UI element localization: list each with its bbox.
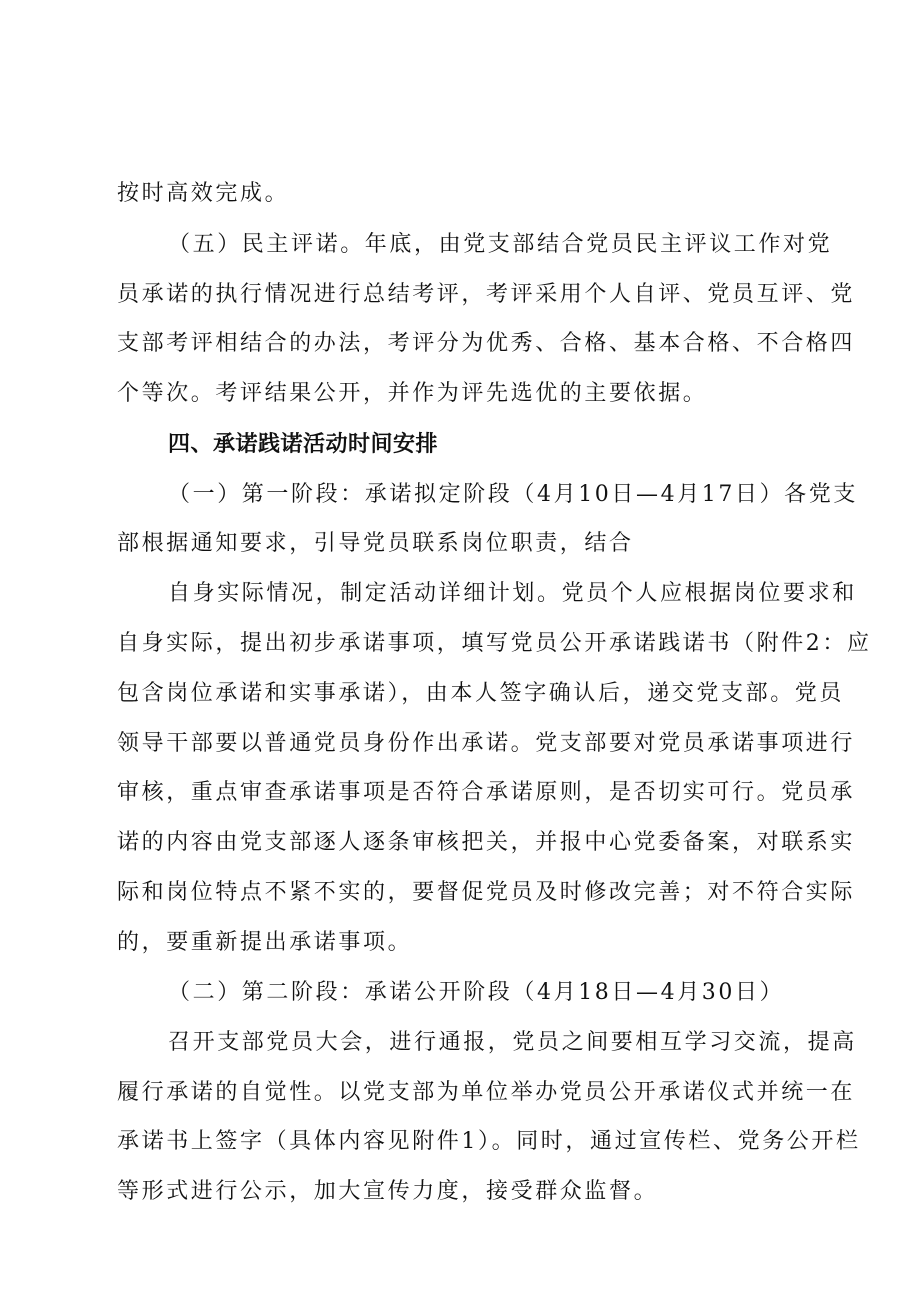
stage-1-detail-line-3: 包含岗位承诺和实事承诺），由本人签字确认后，递交党支部。党员 (117, 681, 845, 706)
paragraph-5-line-3: 支部考评相结合的办法，考评分为优秀、合格、基本合格、不合格四 (117, 331, 856, 356)
stage-2-line-3: 承诺书上签字（具体内容见附件1）。同时，通过宣传栏、党务公开栏 (117, 1129, 861, 1154)
section-heading-4: 四、承诺践诺活动时间安排 (168, 432, 439, 457)
stage-1-detail-line-1: 自身实际情况，制定活动详细计划。党员个人应根据岗位要求和 (168, 581, 857, 606)
stage-2-heading-line: （二）第二阶段：承诺公开阶段（4月18日—4月30日） (168, 980, 785, 1005)
body-line-1: 按时高效完成。 (117, 181, 290, 206)
stage-2-line-4: 等形式进行公示，加大宣传力度，接受群众监督。 (117, 1179, 659, 1204)
stage-1-detail-line-8: 的，要重新提出承诺事项。 (117, 930, 413, 955)
stage-1-detail-line-6: 诺的内容由党支部逐人逐条审核把关，并报中心党委备案，对联系实 (117, 830, 856, 855)
stage-1-detail-line-2: 自身实际，提出初步承诺事项，填写党员公开承诺践诺书（附件2：应 (117, 631, 872, 656)
paragraph-5-line-2: 员承诺的执行情况进行总结考评，考评采用个人自评、党员互评、党 (117, 282, 856, 307)
paragraph-5-line-4: 个等次。考评结果公开，并作为评先选优的主要依据。 (117, 381, 708, 406)
stage-1-line-2: 部根据通知要求，引导党员联系岗位职责，结合 (117, 531, 634, 556)
stage-1-detail-line-7: 际和岗位特点不紧不实的，要督促党员及时修改完善；对不符合实际 (117, 880, 856, 905)
stage-2-line-2: 履行承诺的自觉性。以党支部为单位举办党员公开承诺仪式并统一在 (117, 1080, 856, 1105)
stage-2-line-1: 召开支部党员大会，进行通报，党员之间要相互学习交流，提高 (168, 1030, 857, 1055)
paragraph-5-line-1: （五）民主评诺。年底，由党支部结合党员民主评议工作对党 (168, 232, 833, 257)
stage-1-detail-line-5: 审核，重点审查承诺事项是否符合承诺原则，是否切实可行。党员承 (117, 780, 856, 805)
stage-1-line-1: （一）第一阶段：承诺拟定阶段（4月10日—4月17日）各党支 (168, 482, 858, 507)
stage-1-detail-line-4: 领导干部要以普通党员身份作出承诺。党支部要对党员承诺事项进行 (117, 731, 856, 756)
